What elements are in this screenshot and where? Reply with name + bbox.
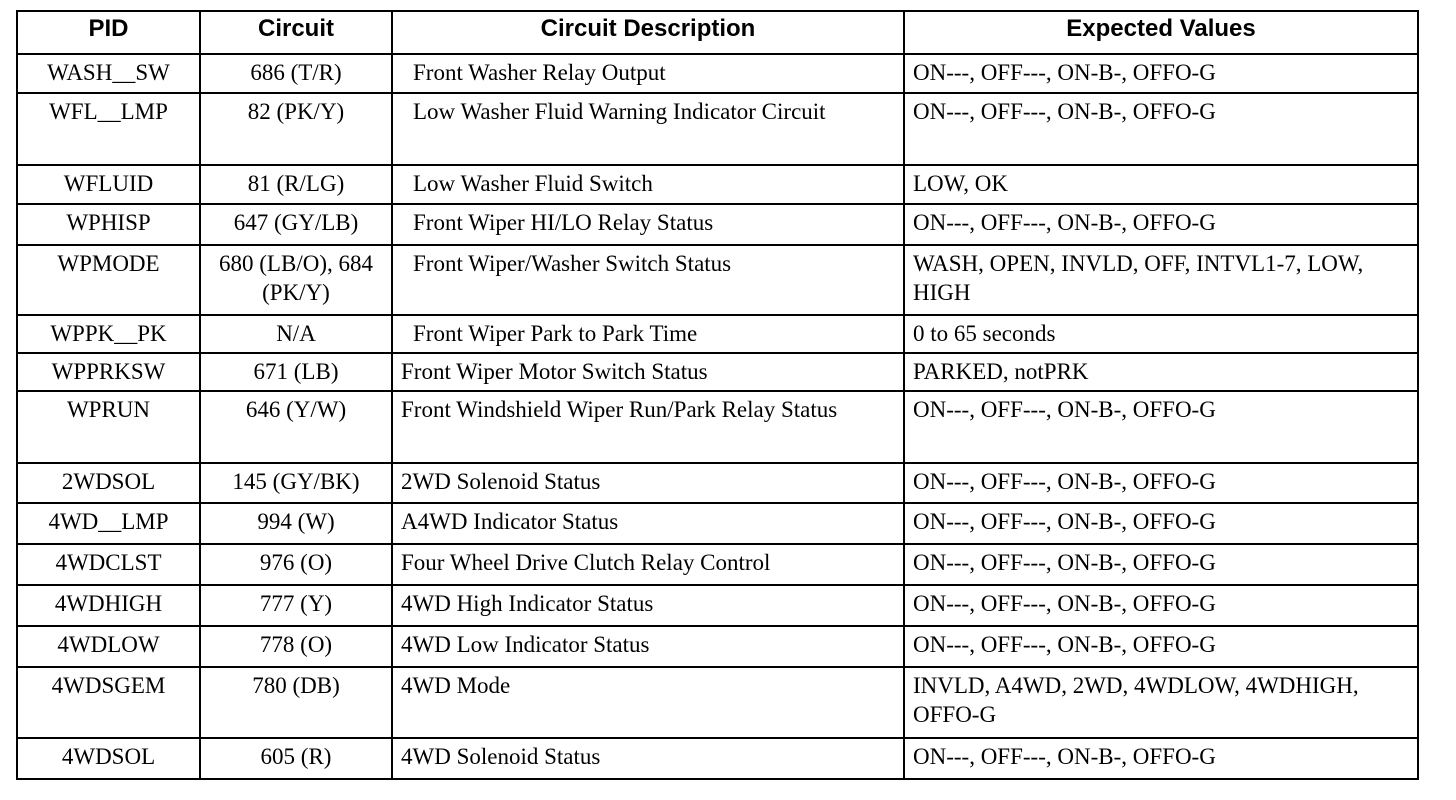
pid-cell: WPRUN	[17, 391, 200, 463]
table-row	[17, 353, 1418, 391]
pid-cell: WFLUID	[17, 165, 200, 204]
table-header	[17, 11, 1418, 54]
header-row	[17, 11, 1418, 54]
values-cell: ON---, OFF---, ON-B-, OFFO-G	[904, 544, 1418, 585]
values-cell: ON---, OFF---, ON-B-, OFFO-G	[904, 503, 1418, 544]
pid-cell: 4WDLOW	[17, 626, 200, 667]
pid-cell: WPPRKSW	[17, 353, 200, 391]
description-cell: 2WD Solenoid Status	[392, 463, 904, 503]
circuit-cell: 686 (T/R)	[200, 54, 392, 93]
pid-table	[16, 10, 1419, 780]
table-row	[17, 245, 1418, 315]
table-row	[17, 315, 1418, 353]
values-cell: ON---, OFF---, ON-B-, OFFO-G	[904, 626, 1418, 667]
pid-cell: WFL__LMP	[17, 93, 200, 165]
values-cell: ON---, OFF---, ON-B-, OFFO-G	[904, 54, 1418, 93]
table-row	[17, 165, 1418, 204]
description-cell: Four Wheel Drive Clutch Relay Control	[392, 544, 904, 585]
pid-cell: 4WD__LMP	[17, 503, 200, 544]
circuit-cell: 777 (Y)	[200, 585, 392, 626]
description-cell: Front Wiper HI/LO Relay Status	[392, 204, 904, 245]
values-cell: 0 to 65 seconds	[904, 315, 1418, 353]
description-cell: 4WD Low Indicator Status	[392, 626, 904, 667]
pid-cell: WPPK__PK	[17, 315, 200, 353]
circuit-cell: 778 (O)	[200, 626, 392, 667]
table-row	[17, 667, 1418, 738]
description-cell: Front Wiper/Washer Switch Status	[392, 245, 904, 315]
values-cell: ON---, OFF---, ON-B-, OFFO-G	[904, 738, 1418, 779]
circuit-cell: 671 (LB)	[200, 353, 392, 391]
circuit-cell: 81 (R/LG)	[200, 165, 392, 204]
table-row	[17, 503, 1418, 544]
circuit-cell: N/A	[200, 315, 392, 353]
header-description: Circuit Description	[392, 11, 904, 54]
table-row	[17, 391, 1418, 463]
description-cell: A4WD Indicator Status	[392, 503, 904, 544]
table-row	[17, 626, 1418, 667]
circuit-cell: 994 (W)	[200, 503, 392, 544]
pid-cell: 2WDSOL	[17, 463, 200, 503]
pid-cell: 4WDCLST	[17, 544, 200, 585]
header-pid: PID	[17, 11, 200, 54]
pid-cell: WPHISP	[17, 204, 200, 245]
circuit-cell: 605 (R)	[200, 738, 392, 779]
description-cell: Front Wiper Motor Switch Status	[392, 353, 904, 391]
description-cell: Low Washer Fluid Warning Indicator Circuit	[392, 93, 904, 165]
description-cell: 4WD High Indicator Status	[392, 585, 904, 626]
values-cell: PARKED, notPRK	[904, 353, 1418, 391]
pid-cell: WPMODE	[17, 245, 200, 315]
table-row	[17, 544, 1418, 585]
header-values: Expected Values	[904, 11, 1418, 54]
description-cell: Front Wiper Park to Park Time	[392, 315, 904, 353]
table-row	[17, 54, 1418, 93]
table-row	[17, 463, 1418, 503]
values-cell: WASH, OPEN, INVLD, OFF, INTVL1-7, LOW, HIGH	[904, 245, 1418, 315]
values-cell: INVLD, A4WD, 2WD, 4WDLOW, 4WDHIGH, OFFO-G	[904, 667, 1418, 738]
pid-cell: 4WDSOL	[17, 738, 200, 779]
values-cell: ON---, OFF---, ON-B-, OFFO-G	[904, 204, 1418, 245]
circuit-cell: 82 (PK/Y)	[200, 93, 392, 165]
pid-cell: 4WDSGEM	[17, 667, 200, 738]
pid-cell: WASH__SW	[17, 54, 200, 93]
values-cell: ON---, OFF---, ON-B-, OFFO-G	[904, 463, 1418, 503]
values-cell: ON---, OFF---, ON-B-, OFFO-G	[904, 585, 1418, 626]
pid-cell: 4WDHIGH	[17, 585, 200, 626]
table-row	[17, 93, 1418, 165]
description-cell: 4WD Solenoid Status	[392, 738, 904, 779]
header-circuit: Circuit	[200, 11, 392, 54]
table-row	[17, 585, 1418, 626]
description-cell: Front Windshield Wiper Run/Park Relay Status	[392, 391, 904, 463]
values-cell: ON---, OFF---, ON-B-, OFFO-G	[904, 391, 1418, 463]
description-cell: Low Washer Fluid Switch	[392, 165, 904, 204]
circuit-cell: 145 (GY/BK)	[200, 463, 392, 503]
table-row	[17, 738, 1418, 779]
description-cell: 4WD Mode	[392, 667, 904, 738]
circuit-cell: 780 (DB)	[200, 667, 392, 738]
circuit-cell: 680 (LB/O), 684 (PK/Y)	[200, 245, 392, 315]
circuit-cell: 976 (O)	[200, 544, 392, 585]
circuit-cell: 646 (Y/W)	[200, 391, 392, 463]
table-row	[17, 204, 1418, 245]
description-cell: Front Washer Relay Output	[392, 54, 904, 93]
circuit-cell: 647 (GY/LB)	[200, 204, 392, 245]
values-cell: LOW, OK	[904, 165, 1418, 204]
values-cell: ON---, OFF---, ON-B-, OFFO-G	[904, 93, 1418, 165]
table-body	[17, 54, 1418, 779]
